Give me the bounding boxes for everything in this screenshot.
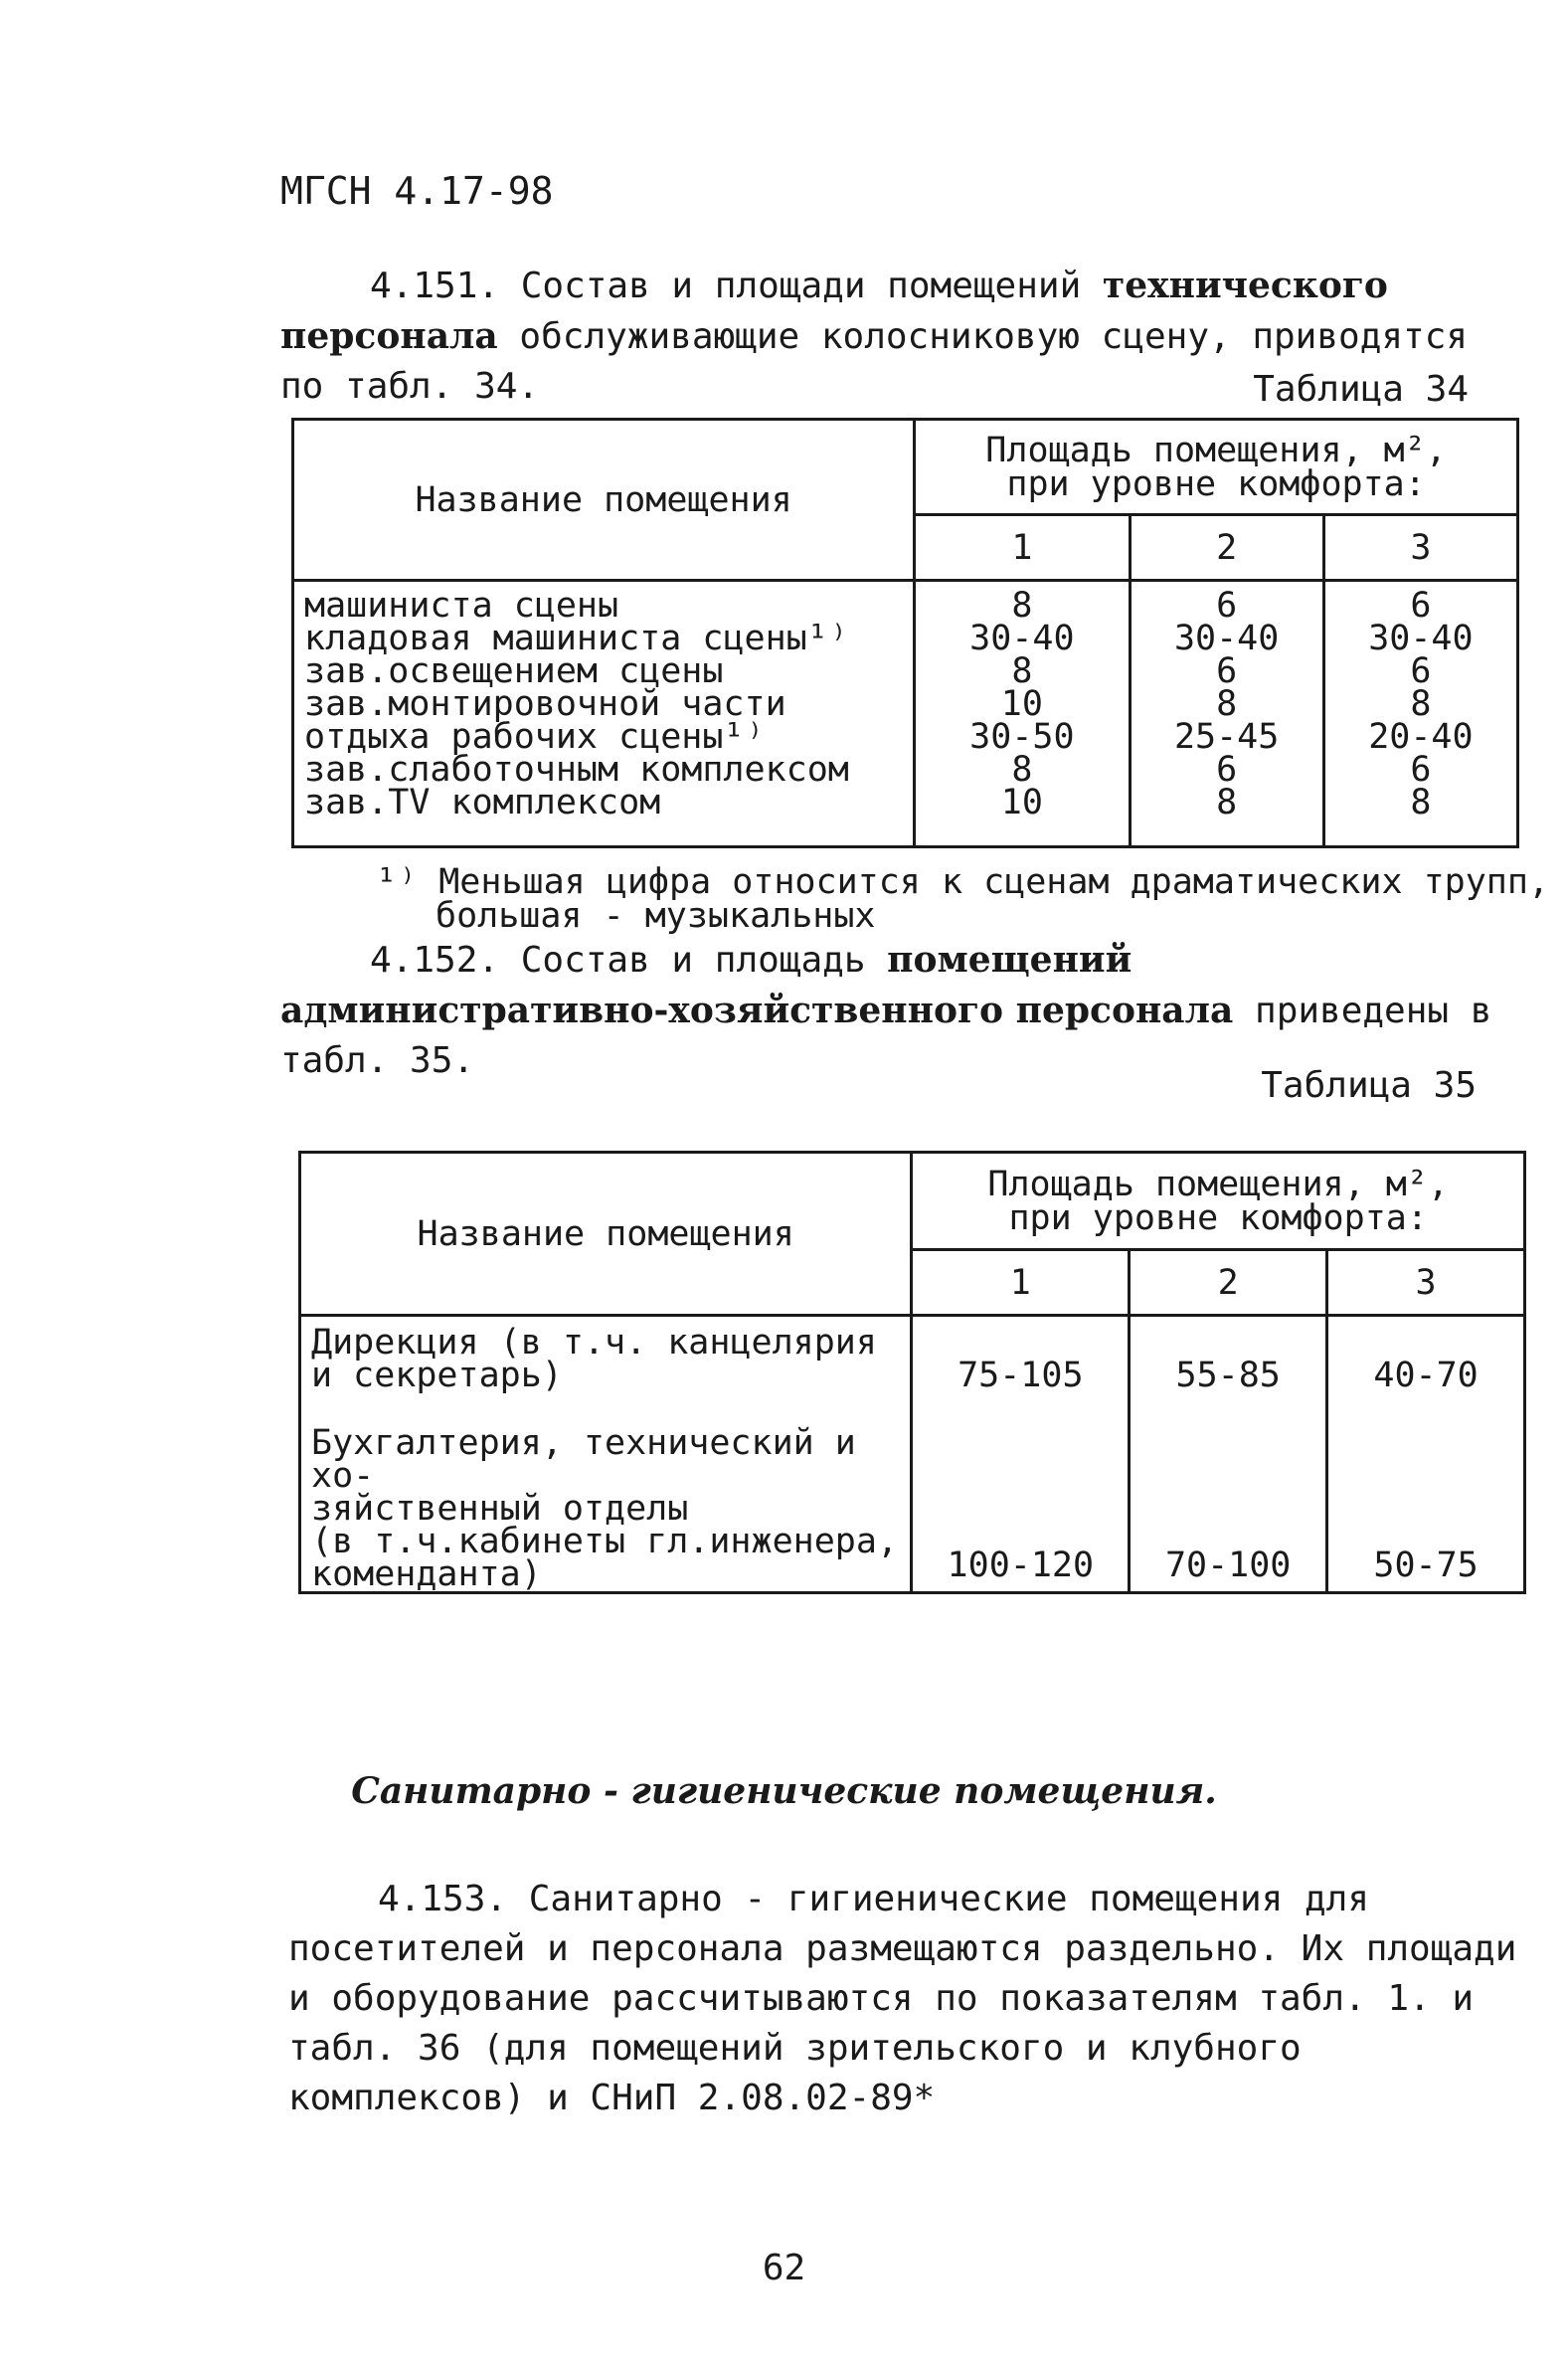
table-row-name (300, 1316, 912, 1415)
table-body-level-1 (915, 581, 1130, 847)
table-cell-value: 6 (1410, 651, 1432, 691)
footnote-line: ¹⁾ Меньшая цифра относится к сценам драматических трупп, (376, 862, 1550, 902)
table-34-caption: Таблица 34 (1253, 369, 1469, 410)
table-cell-name: (в т.ч.кабинеты гл.инженера, (311, 1521, 899, 1561)
table-cell-value: 30-40 (1368, 619, 1474, 658)
document-header: МГСН 4.17-98 (280, 169, 554, 213)
table-cell-value: 50-75 (1327, 1415, 1525, 1593)
table-cell-value: 40-70 (1327, 1316, 1525, 1415)
table-35-caption: Таблица 35 (1261, 1065, 1477, 1106)
table-cell-value: 6 (1410, 586, 1432, 626)
table-cell-value: 100-120 (912, 1415, 1130, 1593)
table-cell-value: 20-40 (1368, 717, 1474, 757)
table-cell-value: 6 (1216, 586, 1238, 626)
paragraph-4-153 (288, 1875, 1521, 2123)
table-row-name (300, 1415, 912, 1593)
table-cell-value: 10 (1000, 783, 1043, 822)
page-number: 62 (762, 2248, 806, 2288)
table-cell-name: отдыха рабочих сцены¹⁾ (304, 717, 766, 757)
paragraph-text: приведены в табл. 35. (280, 991, 1492, 1081)
table-header-area (912, 1153, 1525, 1250)
table-cell-value: 6 (1216, 651, 1238, 691)
table-cell-name: и секретарь) (311, 1356, 563, 1395)
table-cell-name: машиниста сцены (304, 586, 619, 626)
table-header-area-line: Площадь помещения, м², (985, 430, 1447, 470)
table-header-area-line: при уровне комфорта: (1008, 1197, 1428, 1238)
table-header-area-line: при уровне комфорта: (1006, 463, 1426, 504)
paragraph-text: обслуживающие колосниковую сцену, приводятся по табл. 34. (280, 316, 1469, 407)
table-cell-name: зяйственный отделы (311, 1488, 689, 1529)
table-cell-name: кладовая машиниста сцены¹⁾ (304, 619, 849, 658)
table-cell-name: коменданта) (311, 1553, 542, 1594)
table-cell-value: 70-100 (1130, 1415, 1327, 1593)
table-cell-value: 6 (1410, 750, 1432, 790)
table-cell-value: 55-85 (1130, 1316, 1327, 1415)
table-cell-value: 10 (1000, 684, 1043, 724)
table-cell-name: Дирекция (в т.ч. канцелярия (311, 1323, 877, 1363)
table-cell-value: 8 (1011, 651, 1033, 691)
table-header-area (915, 420, 1518, 515)
table-header-level: 2 (1130, 1250, 1327, 1316)
table-header-area-line: Площадь помещения, м², (987, 1164, 1449, 1204)
table-body-level-2 (1130, 581, 1323, 847)
table-cell-value: 8 (1216, 684, 1238, 724)
footnote-line: большая - музыкальных (436, 896, 876, 936)
table-header-name: Название помещения (300, 1153, 912, 1316)
table-cell-value: 8 (1410, 684, 1432, 724)
table-cell-value: 30-40 (969, 619, 1075, 658)
table-35 (298, 1151, 1526, 1594)
table-body-level-3 (1323, 581, 1517, 847)
table-header-name: Название помещения (293, 420, 915, 581)
paragraph-text: 4.152. Состав и площадь (370, 940, 888, 981)
table-header-level: 3 (1323, 515, 1517, 581)
table-cell-value: 25-45 (1173, 717, 1280, 757)
paragraph-bold-text: помещений административно-хозяйственного персонала (280, 939, 1234, 1031)
table-header-level: 3 (1327, 1250, 1525, 1316)
paragraph-text: 4.151. Состав и площади помещений (370, 266, 1103, 306)
table-cell-name: зав.монтировочной части (304, 684, 786, 724)
table-cell-value: 8 (1011, 750, 1033, 790)
paragraph-text: 4.153. Санитарно - гигиенические помещения для посетителей и персонала размещаются раздельно. Их площади и оборудование рассчитываются по показателям табл. 1. и табл. 36 (для помещений зрительского и клубного комплексов) и СНиП 2.08.02-89* (288, 1879, 1517, 2118)
table-cell-value: 30-40 (1173, 619, 1280, 658)
table-cell-name: зав.TV комплексом (304, 783, 661, 822)
table-cell-value: 8 (1011, 586, 1033, 626)
table-header-level: 2 (1130, 515, 1323, 581)
table-header-level: 1 (915, 515, 1130, 581)
table-cell-value: 6 (1216, 750, 1238, 790)
table-34-footnote (376, 862, 1550, 936)
table-cell-name: Бухгалтерия, технический и хо- (311, 1422, 856, 1496)
section-title: Санитарно - гигиенические помещения. (351, 1770, 1217, 1812)
table-cell-name: зав.слаботочным комплексом (304, 750, 849, 790)
table-cell-name: зав.освещением сцены (304, 651, 724, 691)
table-body-names (293, 581, 915, 847)
table-cell-value: 8 (1410, 783, 1432, 822)
table-34 (291, 418, 1519, 848)
paragraph-bold-text: технического персонала (280, 265, 1388, 357)
table-header-level: 1 (912, 1250, 1130, 1316)
table-cell-value: 75-105 (912, 1316, 1130, 1415)
table-cell-value: 8 (1216, 783, 1238, 822)
table-cell-value: 30-50 (969, 717, 1075, 757)
